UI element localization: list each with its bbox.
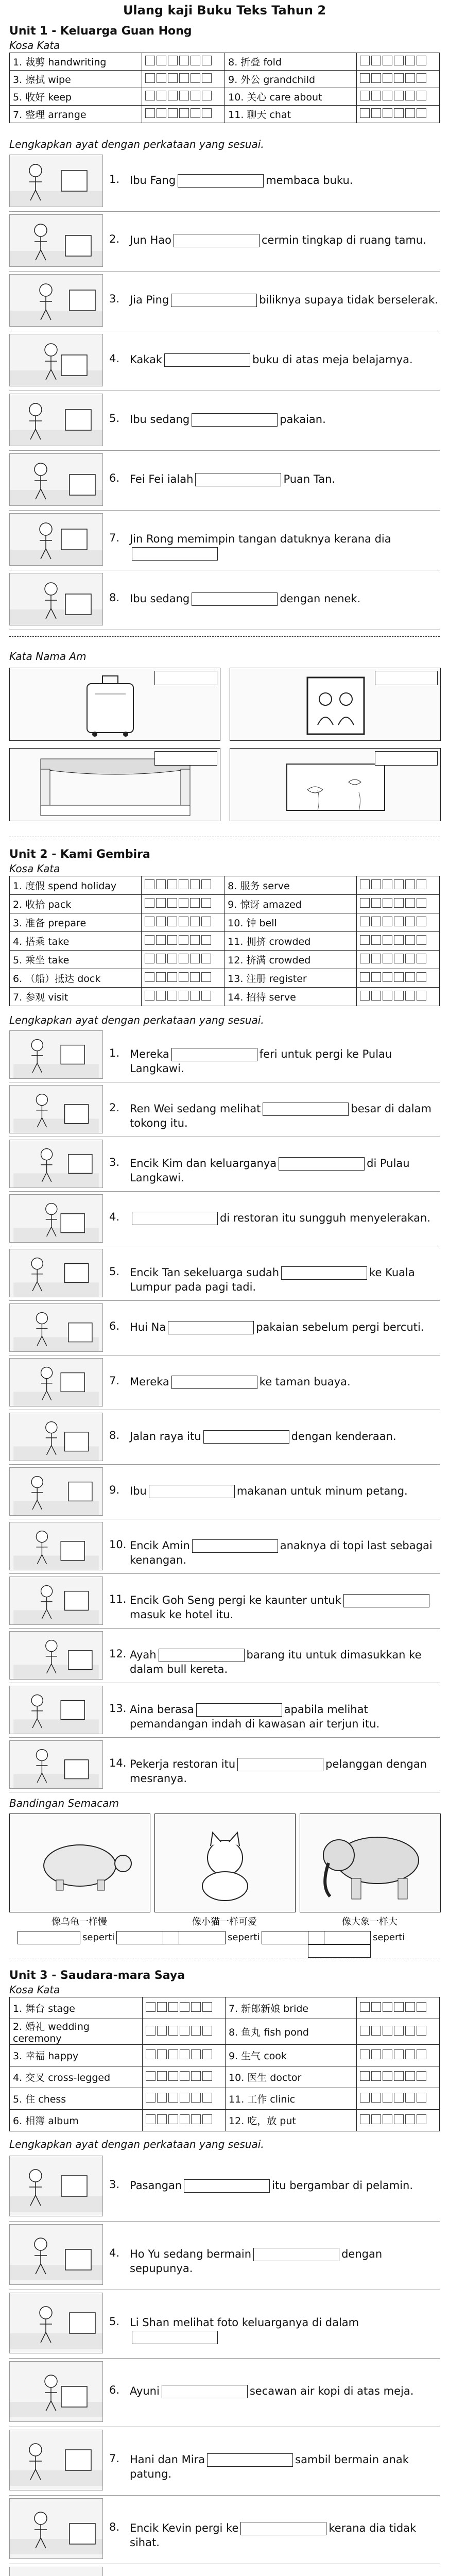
item-number: 3. — [109, 1156, 120, 1168]
exercise-picture — [9, 1522, 103, 1570]
vocab-row — [10, 2088, 440, 2110]
vocab-answer-boxes[interactable] — [357, 88, 440, 106]
exercise-picture — [9, 274, 103, 327]
exercise-sentence — [130, 2521, 439, 2550]
row-divider — [9, 510, 440, 511]
answer-blank[interactable] — [343, 1594, 429, 1607]
row-divider — [9, 2495, 440, 2496]
vocab-row — [10, 876, 440, 895]
exercise-sentence — [130, 233, 439, 247]
item-number: 5. — [109, 2315, 120, 2328]
exercise-picture — [9, 2156, 103, 2216]
vocab-answer-boxes[interactable] — [357, 53, 440, 71]
exercise-sentence — [130, 1156, 439, 1185]
unit1-heading: Unit 1 - Keluarga Guan Hong — [9, 25, 192, 38]
vocab-row — [10, 969, 440, 988]
banding-caption: 像小猫一样可爱 — [192, 1917, 257, 1927]
banding-seperti-label: seperti — [306, 1931, 449, 1958]
exercise-picture — [9, 1358, 103, 1406]
vocab-word: 8. 折叠 fold — [225, 53, 357, 71]
vocab-answer-boxes[interactable] — [356, 988, 439, 1006]
vocab-answer-boxes[interactable] — [142, 969, 224, 988]
item-number: 4. — [109, 352, 120, 365]
unit3-instruction: Lengkapkan ayat dengan perkataan yang sesuai. — [9, 2138, 264, 2150]
vocab-answer-boxes[interactable] — [142, 932, 224, 951]
vocab-answer-boxes[interactable] — [356, 876, 439, 895]
vocab-row — [10, 53, 440, 71]
vocab-answer-boxes[interactable] — [142, 913, 224, 932]
vocab-word: 1. 舞台 stage — [10, 1997, 143, 2019]
vocab-row — [10, 2110, 440, 2131]
item-number: 14. — [109, 1757, 127, 1769]
vocab-answer-boxes[interactable] — [356, 913, 439, 932]
vocab-answer-boxes[interactable] — [356, 2019, 439, 2045]
vocab-word: 4. 搭乘 take — [10, 932, 142, 951]
sentence-text-after: kerana dia tidak sihat. — [130, 2522, 417, 2549]
row-divider — [9, 1191, 440, 1192]
vocab-word: 12. 挤满 crowded — [224, 951, 357, 969]
exercise-sentence — [130, 532, 439, 561]
answer-blank[interactable] — [203, 1430, 289, 1444]
vocab-row — [10, 2045, 440, 2066]
exercise-picture — [9, 573, 103, 625]
row-divider — [9, 2358, 440, 2359]
sentence-text-before: Encik Goh Seng pergi ke kaunter untuk — [130, 1594, 341, 1606]
sentence-text-before: Hui Na — [130, 1321, 166, 1333]
exercise-picture — [9, 1085, 103, 1133]
answer-blank[interactable] — [237, 1758, 323, 1771]
unit3-vocab-table — [9, 1997, 440, 2131]
unit1-vocab-table — [9, 53, 440, 123]
vocab-word: 9. 惊讶 amazed — [224, 895, 357, 913]
vocab-answer-boxes[interactable] — [142, 2045, 225, 2066]
vocab-row — [10, 895, 440, 913]
answer-blank[interactable] — [164, 353, 250, 367]
vocab-answer-boxes[interactable] — [142, 951, 224, 969]
vocab-answer-boxes[interactable] — [142, 895, 224, 913]
vocab-word: 4. 交叉 cross-legged — [10, 2066, 143, 2088]
vocab-word: 7. 整理 arrange — [10, 106, 142, 123]
sentence-text-after: dengan nenek. — [280, 592, 361, 605]
sentence-text-after: secawan air kopi di atas meja. — [249, 2385, 414, 2397]
answer-blank[interactable] — [171, 1376, 257, 1389]
answer-blank[interactable] — [308, 1944, 371, 1958]
sentence-text-before: Li Shan melihat foto keluarganya di dalam — [130, 2316, 359, 2329]
exercise-sentence — [130, 2452, 439, 2481]
answer-blank[interactable] — [192, 1539, 278, 1553]
exercise-picture — [9, 1686, 103, 1734]
vocab-answer-boxes[interactable] — [356, 2066, 439, 2088]
row-divider — [9, 1737, 440, 1738]
answer-blank[interactable] — [132, 2331, 218, 2344]
sentence-text-before: Ibu sedang — [130, 592, 190, 605]
vocab-answer-boxes[interactable] — [142, 2110, 225, 2131]
exercise-picture — [9, 214, 103, 267]
exercise-picture — [9, 394, 103, 446]
item-number: 7. — [109, 2452, 120, 2465]
item-number: 3. — [109, 2178, 120, 2191]
exercise-sentence — [130, 1757, 439, 1786]
item-number: 2. — [109, 1101, 120, 1114]
vocab-word: 9. 外公 grandchild — [225, 71, 357, 88]
answer-blank[interactable] — [149, 1485, 235, 1498]
vocab-row — [10, 88, 440, 106]
vocab-word: 7. 新郎新娘 bride — [226, 1997, 357, 2019]
unit1-instruction: Lengkapkan ayat dengan perkataan yang sesuai. — [9, 138, 264, 150]
sentence-text-after: ke Kuala Lumpur pada pagi tadi. — [130, 1266, 415, 1293]
vocab-answer-boxes[interactable] — [356, 2045, 439, 2066]
row-divider — [9, 1464, 440, 1465]
sentence-text-before: Encik Kim dan keluarganya — [130, 1157, 277, 1170]
exercise-sentence — [130, 1593, 439, 1622]
item-number: 6. — [109, 2384, 120, 2396]
sentence-text-after: buku di atas meja belajarnya. — [252, 353, 413, 366]
item-number: 7. — [109, 532, 120, 544]
answer-blank[interactable] — [253, 2248, 339, 2261]
row-divider — [9, 271, 440, 272]
vocab-answer-boxes[interactable] — [142, 2088, 225, 2110]
sentence-text-before: Ibu — [130, 1485, 147, 1497]
answer-blank[interactable] — [184, 2179, 270, 2193]
exercise-sentence — [130, 1648, 439, 1676]
answer-blank[interactable] — [279, 1157, 365, 1171]
vocab-answer-boxes[interactable] — [357, 106, 440, 123]
exercise-sentence — [130, 1101, 439, 1130]
banding-seperti-label: seperti — [161, 1931, 326, 1944]
item-number: 8. — [109, 591, 120, 604]
tortoise-picture-box — [9, 1814, 150, 1912]
sentence-text-before: Ho Yu sedang bermain — [130, 2248, 252, 2260]
sentence-text-after: di Pulau Langkawi. — [130, 1157, 410, 1184]
vocab-word: 2. 收拾 pack — [10, 895, 142, 913]
exercise-picture — [9, 1303, 103, 1352]
vocab-answer-boxes[interactable] — [356, 932, 439, 951]
exercise-picture — [9, 1249, 103, 1297]
item-number: 9. — [109, 1484, 120, 1496]
answer-blank[interactable] — [168, 1321, 254, 1334]
kata-nama-heading: Kata Nama Am — [9, 650, 87, 663]
sentence-text-after: anaknya di topi last sebagai kenangan. — [130, 1539, 433, 1566]
vocab-row — [10, 106, 440, 123]
exercise-picture — [9, 1740, 103, 1789]
exercise-sentence — [130, 1375, 439, 1389]
vocab-word: 10. 医生 doctor — [226, 2066, 357, 2088]
vocab-row — [10, 2019, 440, 2045]
exercise-sentence — [130, 1702, 439, 1731]
answer-blank[interactable] — [171, 1048, 257, 1061]
sentence-text-after: pakaian sebelum pergi bercuti. — [256, 1321, 424, 1333]
vocab-row — [10, 913, 440, 932]
answer-blank[interactable] — [192, 592, 278, 606]
sentence-text-after: dengan sepupunya. — [130, 2248, 383, 2275]
exercise-sentence — [130, 1047, 439, 1076]
item-number: 1. — [109, 1047, 120, 1059]
elephant-picture-box — [300, 1814, 441, 1912]
sentence-text-after: pakaian. — [280, 413, 326, 426]
sentence-text-before: Ibu sedang — [130, 413, 190, 426]
row-divider — [9, 1300, 440, 1301]
exercise-picture — [9, 334, 103, 386]
item-number: 8. — [109, 1429, 120, 1442]
answer-blank[interactable] — [132, 1212, 218, 1225]
vocab-word: 3. 擦拭 wipe — [10, 71, 142, 88]
vocab-word: 9. 生气 cook — [226, 2045, 357, 2066]
exercise-picture — [9, 1194, 103, 1243]
exercise-sentence — [130, 1211, 439, 1225]
vocab-word: 12. 吃，放 put — [226, 2110, 357, 2131]
exercise-sentence — [130, 1265, 439, 1294]
sentence-text-after: feri untuk pergi ke Pulau Langkawi. — [130, 1048, 392, 1075]
vocab-word: 11. 拥挤 crowded — [224, 932, 357, 951]
sentence-text-before: Jin Rong memimpin tangan datuknya kerana dia — [130, 533, 391, 545]
banding-caption: 像大象一样大 — [342, 1917, 398, 1927]
sentence-text-after: besar di dalam tokong itu. — [130, 1103, 431, 1129]
sentence-text-after: biliknya supaya tidak berselerak. — [259, 294, 438, 306]
vocab-word: 7. 参观 visit — [10, 988, 142, 1006]
exercise-sentence — [130, 293, 439, 307]
item-number: 10. — [109, 1538, 127, 1551]
answer-box[interactable] — [375, 751, 438, 766]
exercise-picture — [9, 2430, 103, 2490]
exercise-picture — [9, 1413, 103, 1461]
sentence-text-after: apabila melihat pemandangan indah di kawasan air terjun itu. — [130, 1703, 380, 1730]
banding-caption: 像乌龟一样慢 — [51, 1917, 107, 1927]
exercise-sentence — [130, 1484, 439, 1498]
vocab-word: 6. （船）抵达 dock — [10, 969, 142, 988]
answer-box[interactable] — [375, 671, 438, 685]
exercise-picture — [9, 453, 103, 506]
sentence-text-before: Pasangan — [130, 2179, 182, 2192]
vocab-word: 3. 幸福 happy — [10, 2045, 143, 2066]
item-number: 3. — [109, 293, 120, 305]
vocab-row — [10, 988, 440, 1006]
answer-box[interactable] — [154, 751, 217, 766]
exercise-sentence — [130, 2315, 439, 2344]
sentence-text-before: Jia Ping — [130, 294, 169, 306]
vocab-word: 11. 工作 clinic — [226, 2088, 357, 2110]
row-divider — [9, 2221, 440, 2222]
sentence-text-after: di restoran itu sungguh menyelerakan. — [220, 1212, 430, 1224]
vocab-answer-boxes[interactable] — [142, 2066, 225, 2088]
answer-blank[interactable] — [18, 1931, 80, 1944]
sentence-text-before: Encik Amin — [130, 1539, 190, 1552]
vocab-word: 8. 鱼丸 fish pond — [226, 2019, 357, 2045]
exercise-picture — [9, 2361, 103, 2422]
exercise-sentence — [130, 472, 439, 486]
page-title: Ulang kaji Buku Teks Tahun 2 — [123, 3, 326, 18]
answer-blank[interactable] — [163, 1931, 226, 1944]
item-number: 2. — [109, 233, 120, 245]
vocab-word: 13. 注册 register — [224, 969, 357, 988]
banding-heading: Bandingan Semacam — [9, 1797, 119, 1809]
vocab-answer-boxes[interactable] — [142, 53, 225, 71]
item-number: 12. — [109, 1648, 127, 1660]
exercise-picture — [9, 2293, 103, 2353]
exercise-sentence — [130, 2178, 439, 2193]
vocab-answer-boxes[interactable] — [356, 1997, 439, 2019]
sentence-text-before: Ibu Fang — [130, 174, 176, 187]
exercise-picture — [9, 1467, 103, 1516]
unit2-vocab-table — [9, 876, 440, 1006]
answer-blank[interactable] — [281, 1266, 367, 1280]
item-number: 6. — [109, 1320, 120, 1332]
vocab-answer-boxes[interactable] — [142, 106, 225, 123]
unit1-kosa-label: Kosa Kata — [9, 39, 60, 52]
answer-blank[interactable] — [159, 1649, 245, 1662]
exercise-picture — [9, 2498, 103, 2559]
sentence-text-before: Pekerja restoran itu — [130, 1758, 236, 1770]
vocab-word: 11. 聊天 chat — [225, 106, 357, 123]
vocab-answer-boxes[interactable] — [142, 1997, 225, 2019]
sentence-text-before: Hani dan Mira — [130, 2453, 205, 2466]
exercise-picture — [9, 1030, 103, 1079]
vocab-row — [10, 1997, 440, 2019]
item-number: 7. — [109, 1375, 120, 1387]
vocab-answer-boxes[interactable] — [356, 969, 439, 988]
exercise-sentence — [130, 352, 439, 367]
exercise-picture — [9, 1631, 103, 1680]
answer-blank[interactable] — [192, 413, 278, 427]
unit3-heading: Unit 3 - Saudara-mara Saya — [9, 1969, 185, 1982]
sentence-text-before: Jun Hao — [130, 234, 171, 246]
unit3-kosa-label: Kosa Kata — [9, 1984, 60, 1996]
exercise-picture — [9, 1140, 103, 1188]
vocab-answer-boxes[interactable] — [356, 951, 439, 969]
answer-blank[interactable] — [207, 2453, 293, 2467]
sentence-text-before: Fei Fei ialah — [130, 473, 194, 485]
row-divider — [9, 1628, 440, 1629]
sentence-text-after: sambil bermain anak patung. — [130, 2453, 409, 2480]
section-divider — [9, 636, 440, 637]
exercise-sentence — [130, 1320, 439, 1334]
vocab-answer-boxes[interactable] — [142, 88, 225, 106]
exercise-picture — [9, 2224, 103, 2285]
sentence-text-before: Mereka — [130, 1048, 169, 1060]
vocab-word: 6. 相簿 album — [10, 2110, 143, 2131]
vocab-answer-boxes[interactable] — [357, 71, 440, 88]
unit2-instruction: Lengkapkan ayat dengan perkataan yang sesuai. — [9, 1014, 264, 1026]
vocab-word: 1. 度假 spend holiday — [10, 876, 142, 895]
unit2-kosa-label: Kosa Kata — [9, 862, 60, 875]
vocab-word: 10. 关心 care about — [225, 88, 357, 106]
answer-blank[interactable] — [132, 547, 218, 561]
vocab-answer-boxes[interactable] — [142, 876, 224, 895]
sentence-text-before: Encik Tan sekeluarga sudah — [130, 1266, 280, 1279]
sentence-text-after: masuk ke hotel itu. — [130, 1608, 234, 1621]
exercise-picture — [9, 1577, 103, 1625]
exercise-sentence — [130, 412, 439, 427]
vocab-answer-boxes[interactable] — [142, 2019, 225, 2045]
vocab-row — [10, 71, 440, 88]
item-number: 4. — [109, 2247, 120, 2259]
answer-blank[interactable] — [263, 1103, 349, 1116]
sentence-text-after: makanan untuk minum petang. — [236, 1485, 408, 1497]
item-number: 6. — [109, 472, 120, 484]
vocab-word: 1. 裁剪 handwriting — [10, 53, 142, 71]
vocab-row — [10, 2066, 440, 2088]
sentence-text-after: ke taman buaya. — [259, 1376, 351, 1388]
item-number: 5. — [109, 1265, 120, 1278]
vocab-row — [10, 932, 440, 951]
vocab-word: 2. 婚礼 wedding ceremony — [10, 2019, 143, 2045]
vocab-word: 5. 收好 keep — [10, 88, 142, 106]
row-divider — [9, 1573, 440, 1574]
sentence-text-after: membaca buku. — [266, 174, 353, 187]
sentence-text-before: Ren Wei sedang melihat — [130, 1103, 261, 1115]
banding-seperti-label: seperti — [15, 1931, 181, 1944]
item-number: 11. — [109, 1593, 127, 1605]
vocab-answer-boxes[interactable] — [356, 895, 439, 913]
sentence-text-after: pelanggan dengan mesranya. — [130, 1758, 427, 1785]
sentence-text-after: itu bergambar di pelamin. — [272, 2179, 413, 2192]
sentence-text-after: barang itu untuk dimasukkan ke dalam bull kereta. — [130, 1649, 422, 1675]
sentence-text-after: cermin tingkap di ruang tamu. — [262, 234, 426, 246]
unit2-heading: Unit 2 - Kami Gembira — [9, 848, 150, 861]
vocab-word: 5. 住 chess — [10, 2088, 143, 2110]
exercise-sentence — [130, 2247, 439, 2276]
sentence-text-before: Aina berasa — [130, 1703, 194, 1716]
item-number: 5. — [109, 412, 120, 425]
answer-blank[interactable] — [162, 2385, 248, 2398]
vocab-answer-boxes[interactable] — [142, 71, 225, 88]
sentence-text-before: Mereka — [130, 1376, 169, 1388]
vocab-answer-boxes[interactable] — [356, 2088, 439, 2110]
answer-blank[interactable] — [308, 1931, 371, 1944]
answer-blank[interactable] — [196, 1703, 282, 1717]
item-number: 1. — [109, 173, 120, 185]
exercise-sentence — [130, 591, 439, 606]
vocab-word: 10. 钟 bell — [224, 913, 357, 932]
item-number: 8. — [109, 2521, 120, 2533]
sentence-text-before: Kakak — [130, 353, 163, 366]
answer-blank[interactable] — [174, 234, 260, 247]
vocab-answer-boxes[interactable] — [356, 2110, 439, 2131]
row-divider — [9, 450, 440, 451]
answer-blank[interactable] — [171, 294, 257, 307]
answer-blank[interactable] — [195, 473, 281, 486]
sentence-text-after: dengan kenderaan. — [291, 1430, 396, 1443]
exercise-picture — [9, 2567, 103, 2576]
vocab-answer-boxes[interactable] — [142, 988, 224, 1006]
exercise-picture — [9, 155, 103, 207]
sentence-text-before: Ayah — [130, 1649, 157, 1661]
row-divider — [9, 211, 440, 212]
vocab-word: 3. 准备 prepare — [10, 913, 142, 932]
sentence-text-before: Encik Kevin pergi ke — [130, 2522, 239, 2534]
exercise-sentence — [130, 1429, 439, 1444]
exercise-picture — [9, 513, 103, 566]
answer-blank[interactable] — [240, 2522, 326, 2535]
sentence-text-before: Ayuni — [130, 2385, 160, 2397]
vocab-word: 8. 服务 serve — [224, 876, 357, 895]
sentence-text-after: Puan Tan. — [283, 473, 336, 485]
exercise-sentence — [130, 2384, 439, 2398]
exercise-sentence — [130, 1538, 439, 1567]
vocab-row — [10, 951, 440, 969]
answer-box[interactable] — [154, 671, 217, 685]
item-number: 13. — [109, 1702, 127, 1715]
vocab-word: 14. 招待 serve — [224, 988, 357, 1006]
kitten-picture-box — [154, 1814, 296, 1912]
exercise-sentence — [130, 173, 439, 188]
answer-blank[interactable] — [178, 174, 264, 188]
item-number: 4. — [109, 1211, 120, 1223]
sentence-text-before: Jalan raya itu — [130, 1430, 201, 1443]
vocab-word: 5. 乘坐 take — [10, 951, 142, 969]
